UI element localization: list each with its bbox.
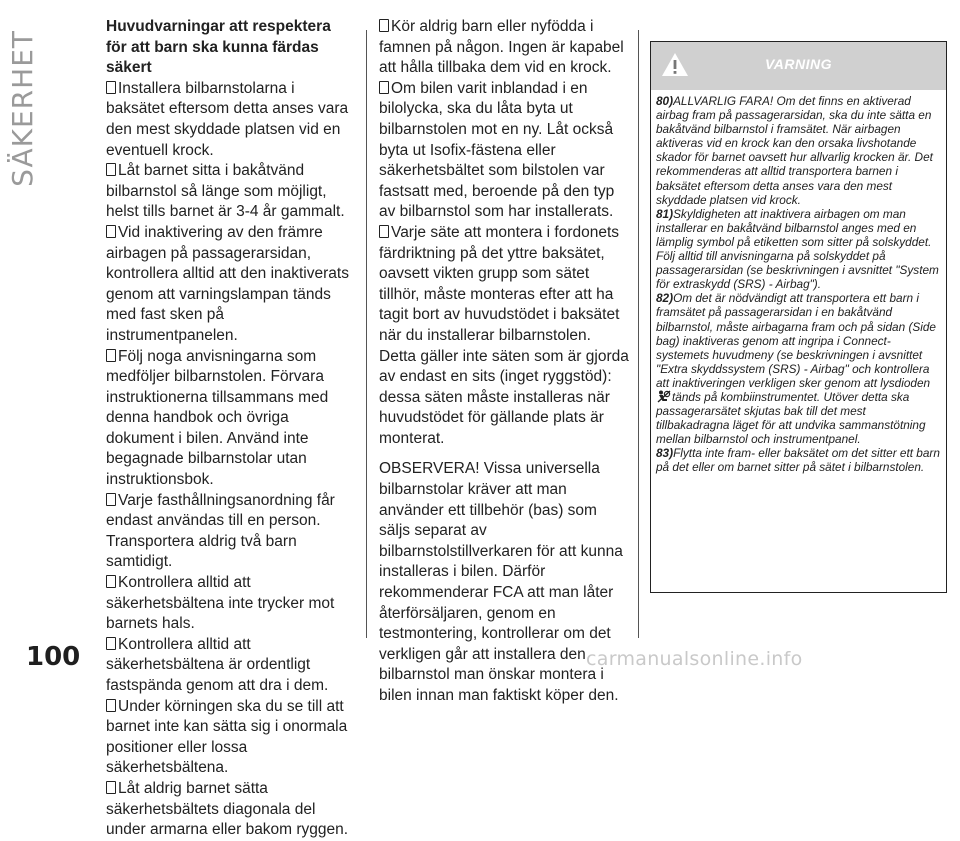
warning-item: 80)ALLVARLIG FARA! Om det finns en aktiverad airbag fram på passagerarsidan, ska du inte sätta en bakåtvänd bilbarnstol i framsätet. När airbagen aktiveras vid en krock kan den orsaka livshotande skador för barnet oavsett hur allvarlig krocken är. Det rekommenderas att alltid transportera barnen i baksätet eftersom detta anses vara den mest skyddade platsen vid krock.: [656, 94, 933, 207]
warning-item: 83)Flytta inte fram- eller baksätet om det sitter ett barn på det eller om barnet sitter på sätet i bilbarnstolen.: [656, 446, 940, 475]
page-number: 100: [26, 642, 81, 672]
list-item: Om bilen varit inblandad i en bilolycka, ska du låta byta ut bilbarnstolen mot en ny. Låt också byta ut Isofix-fästena eller säkerhetsbältet som bilstolen var fastsatt med, beroende på den typ av bilbarnstol som har installerats.: [379, 79, 615, 221]
checkbox-icon: [106, 699, 116, 712]
watermark: carmanualsonline.info: [586, 648, 803, 670]
warning-body: [651, 90, 946, 475]
list-item: Varje säte att montera i fordonets färdriktning på det yttre baksätet, oavsett vikten grupp som sätet tillhör, måste monteras efter att ha tagit bort av huvudstödet i baksätet när du installerar bilbarnstolen. Detta gäller inte säten som är gjorda av endast en sits (inget ryggstöd): dessa säten måste installeras när huvudstödet för gällande plats är monterat.: [379, 223, 629, 447]
checkbox-icon: [106, 781, 116, 794]
section-heading: Huvudvarningar att respektera för att barn ska kunna färdas säkert: [106, 18, 331, 77]
list-item: Vid inaktivering av den främre airbagen på passagerarsidan, kontrollera alltid att den inaktiverats genom att varningslampan tänds med fast sken på instrumentpanelen.: [106, 223, 349, 344]
observe-note: OBSERVERA! Vissa universella bilbarnstolar kräver att man använder ett tillbehör (bas) som säljs separat av bilbarnstolstillverkaren för att kunna installeras i bilen. Därför rekommenderar FCA att man låter återförsäljaren, genom en testmontering, kontrollerar om det verkligen går att installera den bilbarnstol man önskar montera i bilen innan man faktiskt köper den.: [379, 460, 623, 704]
column-middle: [379, 17, 631, 707]
column-divider: [366, 30, 367, 638]
list-item: Kör aldrig barn eller nyfödda i famnen på någon. Ingen är kapabel att hålla tillbaka dem vid en krock.: [379, 18, 624, 77]
checkbox-icon: [106, 637, 116, 650]
airbag-off-icon: [657, 390, 671, 403]
list-item: Låt aldrig barnet sätta säkerhetsbältets diagonala del under armarna eller bakom ryggen.: [106, 779, 349, 839]
list-item: Installera bilbarnstolarna i baksätet eftersom detta anses vara den mest skyddade platsen vid en eventuell krock.: [106, 79, 349, 159]
checkbox-icon: [106, 575, 116, 588]
list-item: Varje fasthållningsanordning får endast användas till en person. Transportera aldrig två barn samtidigt.: [106, 491, 335, 571]
warning-header: [651, 42, 946, 90]
section-title: SÄKERHET: [6, 30, 39, 187]
checkbox-icon: [106, 81, 116, 94]
warning-item: 81)Skyldigheten att inaktivera airbagen om man installerar en bakåtvänd bilbarnstol anges med en lämplig symbol på etiketten som sitter på solskyddet. Följ alltid till anvisningarna på solskyddet på passagerarsidan (se beskrivningen i avsnittet "System för extraskydd (SRS) - Airbag").: [656, 206, 939, 292]
list-item: Under körningen ska du se till att barnet inte kan sätta sig i onormala positioner eller lossa säkerhetsbältena.: [106, 697, 348, 777]
list-item: Låt barnet sitta i bakåtvänd bilbarnstol så länge som möjligt, helst tills barnet är 3-4 år gammalt.: [106, 162, 345, 221]
column-divider: [638, 30, 639, 638]
warning-item: 82)Om det är nödvändigt att transportera ett barn i framsätet på passagerarsidan i en bakåtvänd bilbarnstol, måste airbagarna fram och på sidan (Side bag) inaktiveras genom att ingripa i Connect-systemets huvudmeny (se beskrivningen i avsnittet "Extra skyddssystem (SRS) - Airbag" och kontrollera att inaktiveringen verkligen sker genom att lysdiodentänds på kombiinstrumentet. Utöver detta ska passagerarsätet skjutas bak till det mest tillbakadragna läget för att undvika sammanstötning mellan bilbarnstol och instrumentpanel.: [656, 291, 936, 447]
checkbox-icon: [379, 19, 389, 32]
checkbox-icon: [106, 163, 116, 176]
warning-box: [650, 41, 947, 593]
warning-title: VARNING: [764, 56, 833, 72]
checkbox-icon: [106, 493, 116, 506]
checkbox-icon: [379, 81, 389, 94]
column-left: [106, 17, 352, 841]
checkbox-icon: [106, 349, 116, 362]
checkbox-icon: [379, 225, 389, 238]
checkbox-icon: [106, 225, 116, 238]
list-item: Följ noga anvisningarna som medföljer bilbarnstolen. Förvara instruktionerna tillsammans med denna handbok och övriga dokument i bilen. Använd inte begagnade bilbarnstolar utan instruktionsbok.: [106, 347, 329, 489]
list-item: Kontrollera alltid att säkerhetsbältena inte trycker mot barnets hals.: [106, 574, 335, 633]
list-item: Kontrollera alltid att säkerhetsbältena är ordentligt fastspända genom att dra i dem.: [106, 635, 329, 694]
